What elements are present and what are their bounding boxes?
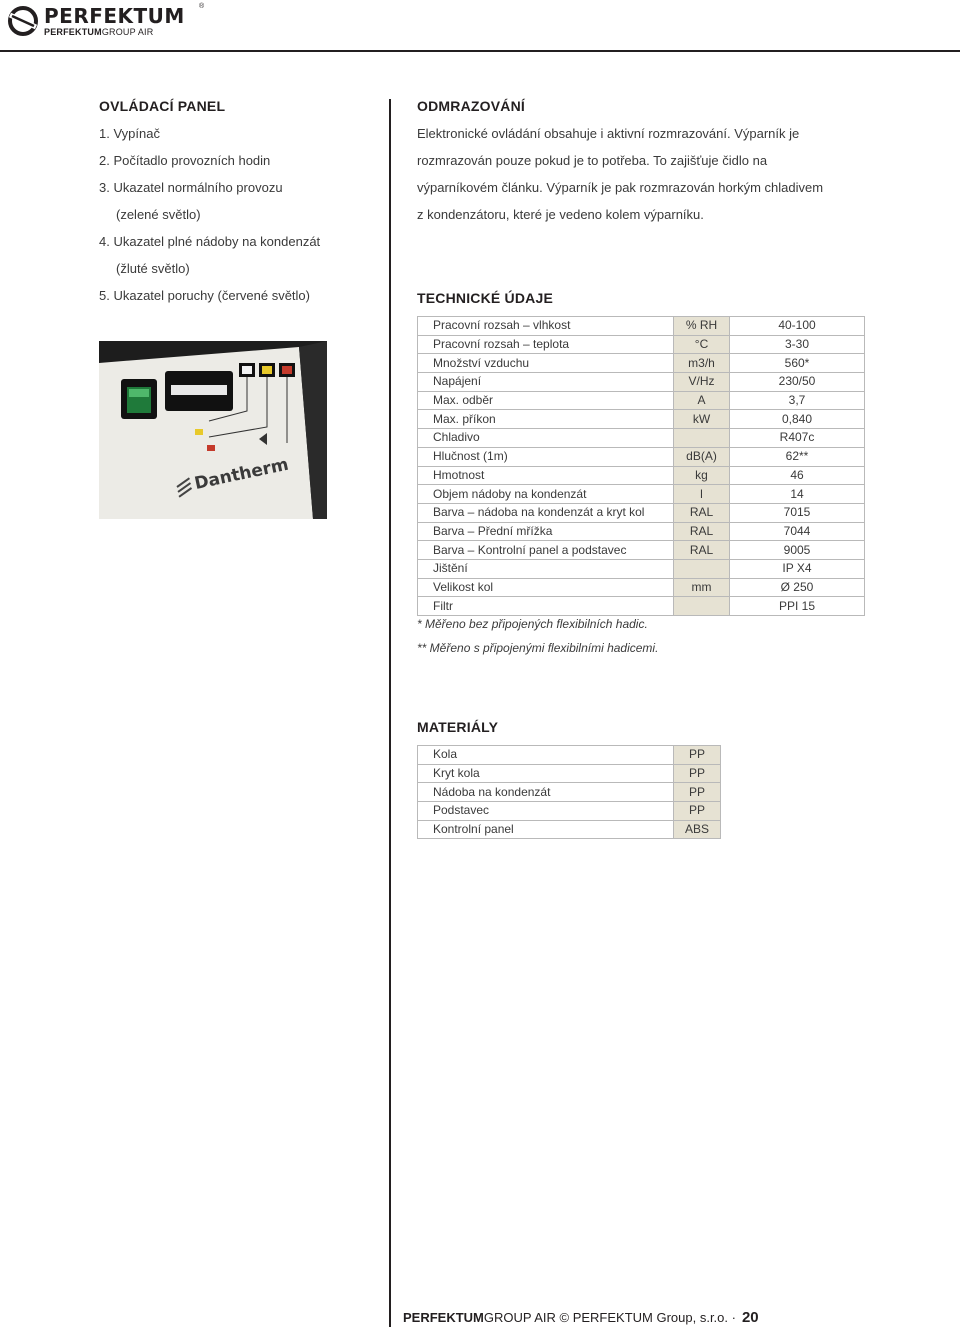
- footer-brand: PERFEKTUM: [403, 1310, 484, 1325]
- defrost-line: z kondenzátoru, které je vedeno kolem výparníku.: [417, 207, 704, 222]
- brand-registered-mark: ®: [199, 3, 205, 10]
- unit-cell: [674, 429, 730, 448]
- table-row: [418, 429, 865, 448]
- tech-data-table: [417, 316, 865, 616]
- unit-cell: °C: [674, 335, 730, 354]
- material-cell: ABS: [674, 820, 721, 839]
- part-cell: Kryt kola: [418, 764, 674, 783]
- value-cell: 560*: [730, 354, 865, 373]
- table-row: [418, 354, 865, 373]
- value-cell: Ø 250: [730, 578, 865, 597]
- list-item: 5. Ukazatel poruchy (červené světlo): [99, 288, 310, 303]
- table-row: [418, 764, 721, 783]
- table-row: [418, 746, 721, 765]
- table-row: [418, 466, 865, 485]
- param-cell: Napájení: [418, 373, 674, 392]
- table-row: [418, 783, 721, 802]
- param-cell: Hmotnost: [418, 466, 674, 485]
- material-cell: PP: [674, 764, 721, 783]
- list-item: (žluté světlo): [116, 261, 190, 276]
- param-cell: Jištění: [418, 559, 674, 578]
- defrost-line: výparníkovém článku. Výparník je pak rozmrazován horkým chladivem: [417, 180, 824, 195]
- param-cell: Barva – Kontrolní panel a podstavec: [418, 541, 674, 560]
- param-cell: Max. příkon: [418, 410, 674, 429]
- table-row: [418, 317, 865, 336]
- defrost-line: rozmrazován pouze pokud je to potřeba. To zajišťuje čidlo na: [417, 153, 768, 168]
- tech-data-title: TECHNICKÉ ÚDAJE: [417, 290, 554, 306]
- list-item: 2. Počítadlo provozních hodin: [99, 153, 271, 168]
- unit-cell: RAL: [674, 503, 730, 522]
- param-cell: Objem nádoby na kondenzát: [418, 485, 674, 504]
- param-cell: Max. odběr: [418, 391, 674, 410]
- unit-cell: kW: [674, 410, 730, 429]
- unit-cell: l: [674, 485, 730, 504]
- unit-cell: m3/h: [674, 354, 730, 373]
- part-cell: Nádoba na kondenzát: [418, 783, 674, 802]
- value-cell: 14: [730, 485, 865, 504]
- perfektum-logo-icon: [6, 4, 40, 43]
- unit-cell: RAL: [674, 541, 730, 560]
- list-item: 1. Vypínač: [99, 126, 160, 141]
- footnote-2: ** Měřeno s připojenými flexibilními hadicemi.: [417, 641, 659, 655]
- table-row: [418, 447, 865, 466]
- materials-title: MATERIÁLY: [417, 719, 499, 735]
- unit-cell: [674, 559, 730, 578]
- unit-cell: dB(A): [674, 447, 730, 466]
- unit-cell: A: [674, 391, 730, 410]
- table-row: [418, 503, 865, 522]
- table-row: [418, 541, 865, 560]
- list-item: 3. Ukazatel normálního provozu: [99, 180, 283, 195]
- param-cell: Pracovní rozsah – vlhkost: [418, 317, 674, 336]
- part-cell: Podstavec: [418, 802, 674, 821]
- control-panel-photo: [99, 341, 327, 519]
- unit-cell: [674, 597, 730, 616]
- column-divider: [389, 99, 391, 1327]
- value-cell: 3-30: [730, 335, 865, 354]
- part-cell: Kola: [418, 746, 674, 765]
- unit-cell: V/Hz: [674, 373, 730, 392]
- table-row: [418, 820, 721, 839]
- unit-cell: kg: [674, 466, 730, 485]
- param-cell: Pracovní rozsah – teplota: [418, 335, 674, 354]
- param-cell: Chladivo: [418, 429, 674, 448]
- value-cell: 3,7: [730, 391, 865, 410]
- brand-subtitle: [44, 27, 153, 37]
- unit-cell: % RH: [674, 317, 730, 336]
- value-cell: PPI 15: [730, 597, 865, 616]
- value-cell: 7015: [730, 503, 865, 522]
- value-cell: R407c: [730, 429, 865, 448]
- param-cell: Filtr: [418, 597, 674, 616]
- value-cell: IP X4: [730, 559, 865, 578]
- value-cell: 0,840: [730, 410, 865, 429]
- page-footer: [403, 1309, 759, 1326]
- part-cell: Kontrolní panel: [418, 820, 674, 839]
- page-number: 20: [741, 1309, 759, 1326]
- value-cell: 7044: [730, 522, 865, 541]
- header-rule: [0, 50, 960, 52]
- table-row: [418, 578, 865, 597]
- table-row: [418, 335, 865, 354]
- footer-text: GROUP AIR © PERFEKTUM Group, s.r.o. ·: [483, 1310, 736, 1325]
- material-cell: PP: [674, 783, 721, 802]
- value-cell: 9005: [730, 541, 865, 560]
- param-cell: Hlučnost (1m): [418, 447, 674, 466]
- unit-cell: mm: [674, 578, 730, 597]
- table-row: [418, 410, 865, 429]
- value-cell: 46: [730, 466, 865, 485]
- param-cell: Barva – nádoba na kondenzát a kryt kol: [418, 503, 674, 522]
- list-item: 4. Ukazatel plné nádoby na kondenzát: [99, 234, 321, 249]
- param-cell: Barva – Přední mřížka: [418, 522, 674, 541]
- brand-name: PERFEKTUM: [44, 4, 185, 28]
- param-cell: Velikost kol: [418, 578, 674, 597]
- material-cell: PP: [674, 802, 721, 821]
- defrost-line: Elektronické ovládání obsahuje i aktivní rozmrazování. Výparník je: [417, 126, 800, 141]
- table-row: [418, 485, 865, 504]
- footnote-1: * Měřeno bez připojených flexibilních hadic.: [417, 617, 648, 631]
- table-row: [418, 373, 865, 392]
- table-row: [418, 522, 865, 541]
- list-item: (zelené světlo): [116, 207, 201, 222]
- defrost-title: ODMRAZOVÁNÍ: [417, 98, 525, 114]
- photo-brand-text: Dantherm: [192, 454, 291, 495]
- materials-table: [417, 745, 721, 839]
- unit-cell: RAL: [674, 522, 730, 541]
- table-row: [418, 391, 865, 410]
- control-panel-title: OVLÁDACÍ PANEL: [99, 98, 226, 114]
- param-cell: Množství vzduchu: [418, 354, 674, 373]
- table-row: [418, 597, 865, 616]
- table-row: [418, 559, 865, 578]
- brand-subtitle-thin: GROUP AIR: [101, 27, 154, 37]
- value-cell: 230/50: [730, 373, 865, 392]
- value-cell: 62**: [730, 447, 865, 466]
- material-cell: PP: [674, 746, 721, 765]
- table-row: [418, 802, 721, 821]
- value-cell: 40-100: [730, 317, 865, 336]
- brand-subtitle-bold: PERFEKTUM: [44, 27, 102, 37]
